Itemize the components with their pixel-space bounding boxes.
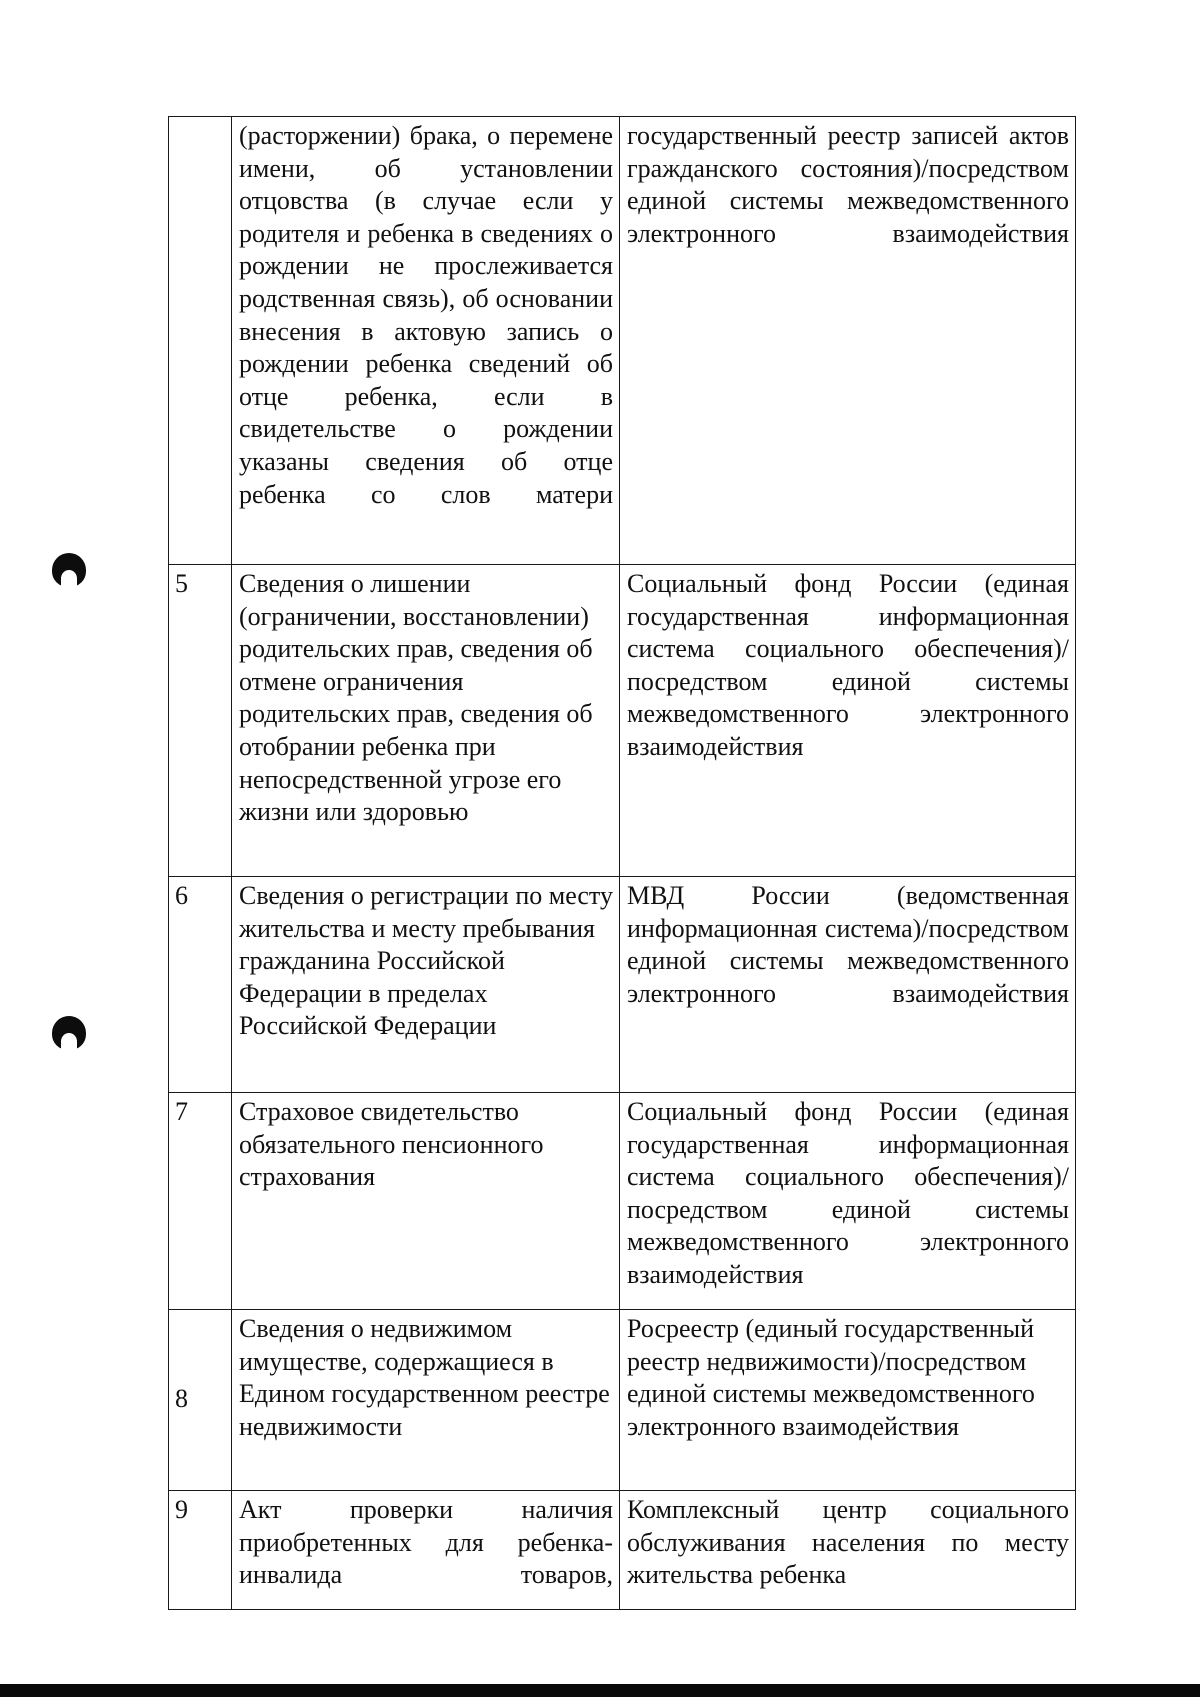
table-row (169, 1310, 1076, 1491)
table-row (169, 877, 1076, 1093)
document-name: Страховое свидетельство обязательного пенсионного страхования (232, 1093, 620, 1310)
row-number: 6 (169, 877, 232, 1093)
document-source: Социальный фонд России (единая государственная информационная система социального обеспечения)/посредством единой системы межведомственного электронного взаимодействия (620, 1093, 1076, 1310)
table-row (169, 1093, 1076, 1310)
scan-edge-bar (0, 1684, 1200, 1697)
row-number: 7 (169, 1093, 232, 1310)
table-row (169, 1491, 1076, 1610)
table-row (169, 565, 1076, 877)
row-number: 9 (169, 1491, 232, 1610)
document-name: Сведения о лишении (ограничении, восстановлении) родительских прав, сведения об отмене ограничения родительских прав, сведения об отобрании ребенка при непосредственной угрозе его жизни или здоровью (232, 565, 620, 877)
document-source: Комплексный центр социального обслуживания населения по месту жительства ребенка (620, 1491, 1076, 1610)
punch-hole-mark-top (52, 553, 86, 587)
row-number (169, 117, 232, 565)
row-number: 8 (169, 1310, 232, 1491)
document-name: (расторжении) брака, о перемене имени, об установлении отцовства (в случае если у родителя и ребенка в сведениях о рождении не прослеживается родственная связь), об основании внесения в актовую запись о рождении ребенка сведений об отце ребенка, если в свидетельстве о рождении указаны сведения об отце ребенка со слов матери (232, 117, 620, 565)
punch-hole-mark-bottom (52, 1016, 86, 1050)
document-name: Сведения о недвижимом имуществе, содержащиеся в Едином государственном реестре недвижимости (232, 1310, 620, 1491)
document-source: государственный реестр записей актов гражданского состояния)/посредством единой системы межведомственного электронного взаимодействия (620, 117, 1076, 565)
row-number: 5 (169, 565, 232, 877)
documents-table (168, 116, 1076, 1610)
document-source: Социальный фонд России (единая государственная информационная система социального обеспечения)/посредством единой системы межведомственного электронного взаимодействия (620, 565, 1076, 877)
document-name: Сведения о регистрации по месту жительства и месту пребывания гражданина Российской Федерации в пределах Российской Федерации (232, 877, 620, 1093)
table-row (169, 117, 1076, 565)
document-name: Акт проверки наличия приобретенных для ребенка-инвалида товаров, (232, 1491, 620, 1610)
document-source: Росреестр (единый государственный реестр недвижимости)/посредством единой системы межведомственного электронного взаимодействия (620, 1310, 1076, 1491)
document-source: МВД России (ведомственная информационная система)/посредством единой системы межведомственного электронного взаимодействия (620, 877, 1076, 1093)
